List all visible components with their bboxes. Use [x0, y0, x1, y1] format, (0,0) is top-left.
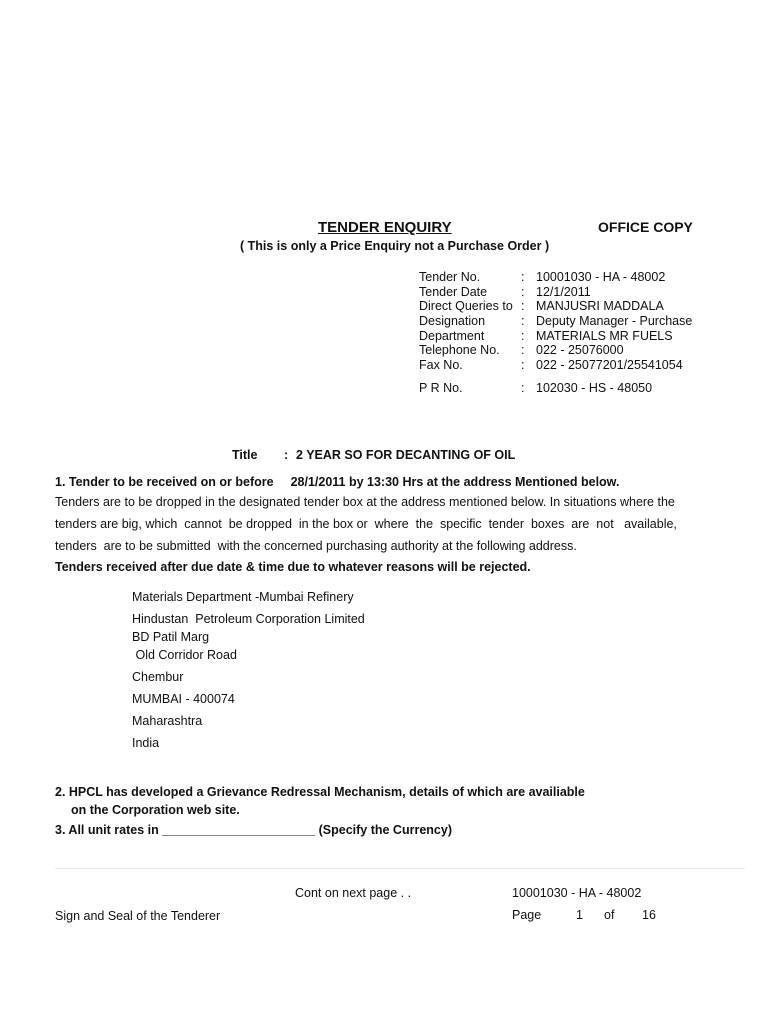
- detail-row-designation: [419, 314, 692, 329]
- detail-label: Tender No.: [419, 270, 481, 284]
- address-line: India: [132, 736, 160, 750]
- detail-row-fax: [419, 358, 692, 373]
- detail-separator: :: [521, 343, 525, 358]
- detail-row-direct-queries: [419, 299, 692, 314]
- cont-next-page: Cont on next page . .: [295, 886, 412, 900]
- detail-value: MATERIALS MR FUELS: [536, 328, 673, 343]
- section1-heading-a: 1. Tender to be received on or before: [55, 475, 274, 489]
- footer-tender-no: 10001030 - HA - 48002: [512, 886, 642, 900]
- detail-label: Department: [419, 328, 485, 343]
- title-label: Title: [232, 448, 258, 462]
- document-subtitle: ( This is only a Price Enquiry not a Purchase Order ): [240, 239, 550, 253]
- detail-separator: :: [521, 358, 525, 373]
- detail-value: 10001030 - HA - 48002: [536, 270, 666, 284]
- detail-label: Designation: [419, 314, 486, 329]
- sign-and-seal: Sign and Seal of the Tenderer: [55, 909, 221, 923]
- section2-line2: on the Corporation web site.: [71, 803, 240, 817]
- title-separator: :: [284, 448, 289, 462]
- page-of-label: of: [604, 908, 615, 922]
- page-label: Page: [512, 908, 542, 922]
- page-total: 16: [642, 908, 656, 922]
- office-copy-label: OFFICE COPY: [598, 219, 693, 235]
- detail-label: P R No.: [419, 380, 463, 395]
- address-line: Maharashtra: [132, 714, 203, 728]
- section1-heading: [55, 475, 619, 489]
- section2-line1: 2. HPCL has developed a Grievance Redressal Mechanism, details of which are availiable: [55, 785, 585, 799]
- detail-label: Fax No.: [419, 358, 463, 373]
- section1-line3: tenders are to be submitted with the concerned purchasing authority at the following address.: [55, 539, 577, 553]
- detail-row-pr-no: [419, 381, 692, 396]
- page-number: 1: [576, 908, 583, 922]
- detail-separator: :: [521, 314, 525, 329]
- address-line: Chembur: [132, 670, 184, 684]
- detail-separator: :: [521, 380, 525, 395]
- detail-value: 12/1/2011: [536, 284, 591, 299]
- detail-value: 102030 - HS - 48050: [536, 380, 653, 395]
- detail-value: MANJUSRI MADDALA: [536, 299, 664, 314]
- tender-details: [419, 270, 692, 396]
- detail-value: Deputy Manager - Purchase: [536, 314, 693, 329]
- detail-row-tender-date: [419, 285, 692, 300]
- detail-label: Telephone No.: [419, 343, 500, 358]
- document-title: TENDER ENQUIRY: [318, 219, 452, 236]
- detail-separator: :: [521, 299, 525, 314]
- detail-separator: :: [521, 270, 525, 284]
- address-line: Old Corridor Road: [132, 648, 237, 662]
- detail-value: 022 - 25077201/25541054: [536, 358, 683, 373]
- detail-label: Direct Queries to: [419, 299, 513, 314]
- section3-line: 3. All unit rates in ______________________ (Specify the Currency): [55, 823, 452, 837]
- address-line: Materials Department -Mumbai Refinery: [132, 590, 354, 604]
- section1-line2: tenders are big, which cannot be dropped in the box or where the specific tender boxes are not available,: [55, 517, 677, 531]
- detail-row-telephone: [419, 343, 692, 358]
- detail-separator: :: [521, 284, 525, 299]
- detail-value: 022 - 25076000: [536, 343, 624, 358]
- footer-divider: [55, 868, 745, 869]
- address-line: Hindustan Petroleum Corporation Limited: [132, 612, 365, 626]
- address-line: BD Patil Marg: [132, 630, 210, 644]
- address-line: MUMBAI - 400074: [132, 692, 235, 706]
- detail-row-department: [419, 329, 692, 344]
- section1-warning: Tenders received after due date & time due to whatever reasons will be rejected.: [55, 560, 531, 574]
- section1-heading-b: 28/1/2011 by 13:30 Hrs at the address Mentioned below.: [290, 475, 620, 489]
- title-value: 2 YEAR SO FOR DECANTING OF OIL: [296, 448, 516, 462]
- detail-separator: :: [521, 328, 525, 343]
- section1-line1: Tenders are to be dropped in the designated tender box at the address mentioned below. In situations where the: [55, 495, 675, 509]
- detail-label: Tender Date: [419, 284, 488, 299]
- detail-row-tender-no: [419, 270, 692, 285]
